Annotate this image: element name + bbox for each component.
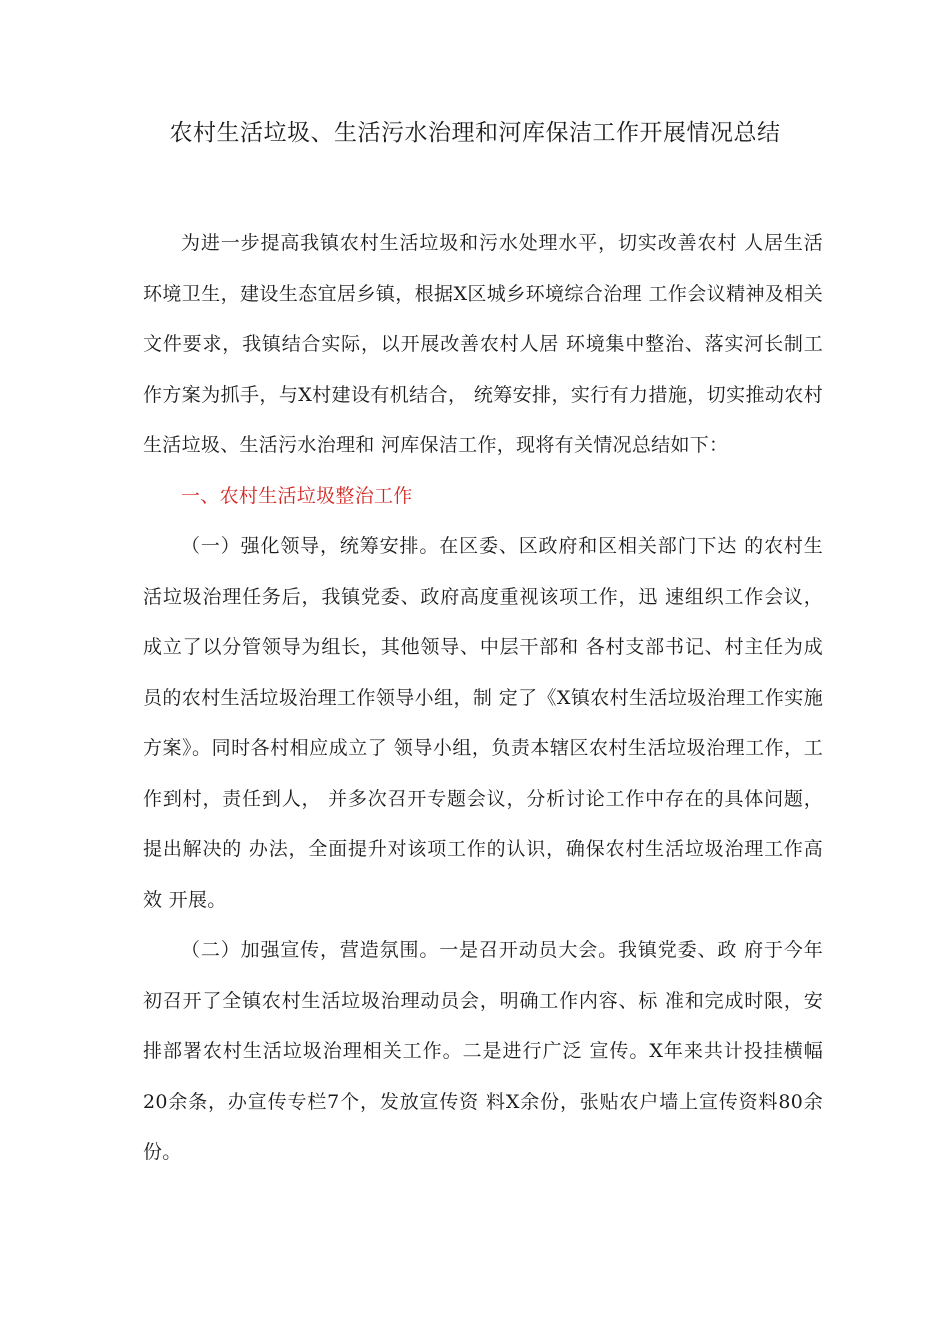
intro-paragraph: 为进一步提高我镇农村生活垃圾和污水处理水平，切实改善农村 人居生活环境卫生，建设生态宜居乡镇，根据X区城乡环境综合治理 工作会议精神及相关文件要求，我镇结合实际，以开展改善农村人居 环境集中整治、落实河长制工作方案为抓手，与X村建设有机结合， 统筹安排，实行有力措施，切实推动农村生活垃圾、生活污水治理和 河库保洁工作，现将有关情况总结如下： <box>143 232 823 456</box>
paragraph-publicity: （二）加强宣传，营造氛围。一是召开动员大会。我镇党委、政 府于今年初召开了全镇农村生活垃圾治理动员会，明确工作内容、标 准和完成时限，安排部署农村生活垃圾治理相关工作。二是进行广泛 宣传。X年来共计投挂横幅20余条，办宣传专栏7个，发放宣传资 料X余份，张贴农户墙上宣传资料80余份。 <box>143 939 823 1163</box>
document-body <box>143 218 823 1178</box>
paragraph-leadership: （一）强化领导，统筹安排。在区委、区政府和区相关部门下达 的农村生活垃圾治理任务后，我镇党委、政府高度重视该项工作，迅 速组织工作会议，成立了以分管领导为组长，其他领导、中层干部和 各村支部书记、村主任为成员的农村生活垃圾治理工作领导小组，制 定了《X镇农村生活垃圾治理工作实施方案》。同时各村相应成立了 领导小组，负责本辖区农村生活垃圾治理工作，工作到村，责任到人， 并多次召开专题会议，分析讨论工作中存在的具体问题，提出解决的 办法，全面提升对该项工作的认识，确保农村生活垃圾治理工作高效 开展。 <box>143 535 823 911</box>
document-title: 农村生活垃圾、生活污水治理和河库保洁工作开展情况总结 <box>169 120 781 146</box>
section-heading-garbage: 一、农村生活垃圾整治工作 <box>181 484 413 507</box>
